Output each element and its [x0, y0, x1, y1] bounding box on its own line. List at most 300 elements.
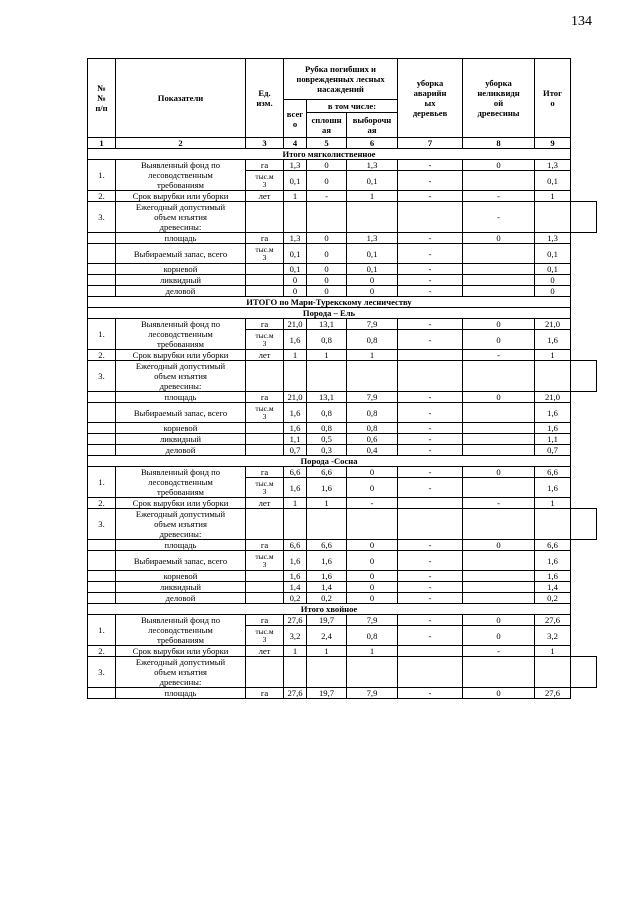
- forest-felling-table: [87, 58, 597, 699]
- row-area: [88, 233, 597, 244]
- value-cell: 0,8: [347, 330, 398, 350]
- row-number: 3.: [88, 361, 116, 392]
- value-cell: 1,6: [284, 403, 307, 423]
- row-period: [88, 498, 597, 509]
- row-annual: [88, 657, 597, 688]
- row-number: 1.: [88, 615, 116, 646]
- value-cell: 0: [347, 478, 398, 498]
- value-cell: 0: [307, 171, 347, 191]
- value-cell: -: [398, 688, 463, 699]
- value-cell: 7,9: [347, 688, 398, 699]
- unit-cell: [246, 445, 284, 456]
- value-cell: 0,1: [284, 171, 307, 191]
- value-cell: -: [398, 286, 463, 297]
- section-title-row: [88, 149, 597, 160]
- value-cell: -: [398, 330, 463, 350]
- value-cell: 1,3: [284, 160, 307, 171]
- value-cell: 0,1: [284, 264, 307, 275]
- unit-cell: [246, 571, 284, 582]
- row-number: [88, 571, 116, 582]
- row-area: [88, 688, 597, 699]
- value-cell: [463, 571, 535, 582]
- section-title: Порода – Ель: [88, 308, 571, 319]
- row-business: [88, 286, 597, 297]
- value-cell: 19,7: [307, 688, 347, 699]
- value-cell: [284, 509, 307, 540]
- column-index: 8: [463, 138, 535, 149]
- value-cell: 1: [535, 498, 571, 509]
- value-cell: [307, 202, 347, 233]
- value-cell: 1: [347, 646, 398, 657]
- row-number: [88, 551, 116, 571]
- value-cell: [398, 361, 463, 392]
- header-emergency: уборка аварийн ых деревьев: [398, 59, 463, 138]
- value-cell: 13,1: [307, 319, 347, 330]
- value-cell: -: [307, 191, 347, 202]
- header-felling: Рубка погибших и поврежденных лесных насаждений: [284, 59, 398, 100]
- row-number: 1.: [88, 319, 116, 350]
- label-period: Срок вырубки или уборки: [116, 191, 246, 202]
- unit-cell: га: [246, 233, 284, 244]
- label-business: деловой: [116, 286, 246, 297]
- row-number: [88, 434, 116, 445]
- row-found-ha: [88, 467, 597, 478]
- row-liquid: [88, 275, 597, 286]
- value-cell: [307, 361, 347, 392]
- value-cell: [347, 657, 398, 688]
- value-cell: [535, 509, 571, 540]
- value-cell: 0: [463, 233, 535, 244]
- row-number: 3.: [88, 202, 116, 233]
- value-cell: 0: [307, 244, 347, 264]
- value-cell: 21,0: [284, 319, 307, 330]
- value-cell: 0,1: [284, 244, 307, 264]
- value-cell: 0: [307, 264, 347, 275]
- value-cell: [463, 657, 535, 688]
- value-cell: [398, 498, 463, 509]
- label-liquid: ликвидный: [116, 275, 246, 286]
- row-number: [88, 392, 116, 403]
- unit-cell: лет: [246, 646, 284, 657]
- value-cell: -: [463, 191, 535, 202]
- value-cell: 0: [535, 275, 571, 286]
- row-area: [88, 540, 597, 551]
- unit-cell: [246, 264, 284, 275]
- value-cell: 1,6: [284, 571, 307, 582]
- label-annual: Ежегодный допустимый объем изъятия древесины:: [116, 361, 246, 392]
- value-cell: 1,6: [535, 330, 571, 350]
- unit-cell: тыс.м 3: [246, 171, 284, 191]
- label-found: Выявленный фонд по лесоводственным требованиям: [116, 615, 246, 646]
- value-cell: 0,8: [347, 403, 398, 423]
- value-cell: [347, 202, 398, 233]
- value-cell: -: [398, 551, 463, 571]
- value-cell: 13,1: [307, 392, 347, 403]
- value-cell: 0,2: [307, 593, 347, 604]
- value-cell: 0,4: [347, 445, 398, 456]
- row-number: [88, 403, 116, 423]
- value-cell: 0: [347, 467, 398, 478]
- value-cell: [463, 509, 535, 540]
- value-cell: [463, 478, 535, 498]
- row-annual: [88, 361, 597, 392]
- header-indicators: Показатели: [116, 59, 246, 138]
- value-cell: 1: [284, 646, 307, 657]
- value-cell: [398, 509, 463, 540]
- value-cell: 1,3: [347, 160, 398, 171]
- value-cell: [535, 657, 571, 688]
- value-cell: -: [398, 319, 463, 330]
- value-cell: 0: [463, 392, 535, 403]
- column-index: 7: [398, 138, 463, 149]
- value-cell: [398, 350, 463, 361]
- value-cell: 0: [463, 319, 535, 330]
- label-annual: Ежегодный допустимый объем изъятия древесины:: [116, 202, 246, 233]
- value-cell: 1: [284, 498, 307, 509]
- column-index: 5: [307, 138, 347, 149]
- label-root: корневой: [116, 423, 246, 434]
- value-cell: 0,8: [347, 626, 398, 646]
- row-period: [88, 191, 597, 202]
- row-number: [88, 445, 116, 456]
- value-cell: 1,6: [307, 478, 347, 498]
- label-area: площадь: [116, 540, 246, 551]
- row-liquid: [88, 434, 597, 445]
- label-period: Срок вырубки или уборки: [116, 646, 246, 657]
- row-period: [88, 350, 597, 361]
- label-liquid: ликвидный: [116, 434, 246, 445]
- value-cell: 1,6: [535, 478, 571, 498]
- value-cell: 0: [307, 160, 347, 171]
- value-cell: [463, 275, 535, 286]
- label-stock: Выбираемый запас, всего: [116, 551, 246, 571]
- row-number: [88, 286, 116, 297]
- header-illiquid: уборка неликвидн ой древесины: [463, 59, 535, 138]
- value-cell: 0,8: [307, 403, 347, 423]
- row-number: 3.: [88, 509, 116, 540]
- value-cell: -: [398, 540, 463, 551]
- section-title-row: [88, 456, 597, 467]
- value-cell: [284, 657, 307, 688]
- value-cell: 0: [307, 275, 347, 286]
- label-found: Выявленный фонд по лесоводственным требованиям: [116, 319, 246, 350]
- unit-cell: га: [246, 392, 284, 403]
- unit-cell: тыс.м 3: [246, 626, 284, 646]
- unit-cell: га: [246, 160, 284, 171]
- section-title: Итого мягколиственное: [88, 149, 571, 160]
- value-cell: 0,7: [535, 445, 571, 456]
- value-cell: [463, 551, 535, 571]
- value-cell: -: [463, 498, 535, 509]
- value-cell: -: [398, 160, 463, 171]
- value-cell: 1,3: [284, 233, 307, 244]
- value-cell: 0,2: [535, 593, 571, 604]
- value-cell: 0: [463, 626, 535, 646]
- value-cell: -: [398, 392, 463, 403]
- value-cell: [463, 423, 535, 434]
- section-title-row: [88, 604, 597, 615]
- value-cell: 0,2: [284, 593, 307, 604]
- value-cell: 1,6: [284, 330, 307, 350]
- value-cell: 1,4: [284, 582, 307, 593]
- value-cell: -: [463, 646, 535, 657]
- row-number: [88, 275, 116, 286]
- value-cell: 0,1: [347, 171, 398, 191]
- value-cell: [463, 264, 535, 275]
- value-cell: -: [398, 478, 463, 498]
- row-number: 2.: [88, 191, 116, 202]
- value-cell: 0: [463, 467, 535, 478]
- row-number: [88, 593, 116, 604]
- row-period: [88, 646, 597, 657]
- value-cell: 1,3: [535, 233, 571, 244]
- label-liquid: ликвидный: [116, 582, 246, 593]
- value-cell: 1,6: [535, 403, 571, 423]
- label-root: корневой: [116, 571, 246, 582]
- value-cell: -: [398, 403, 463, 423]
- section-title-row: [88, 308, 597, 319]
- unit-cell: [246, 582, 284, 593]
- label-area: площадь: [116, 233, 246, 244]
- value-cell: 0: [463, 160, 535, 171]
- value-cell: [571, 361, 597, 392]
- value-cell: [307, 657, 347, 688]
- value-cell: 1: [535, 646, 571, 657]
- value-cell: 1,6: [284, 478, 307, 498]
- unit-cell: га: [246, 467, 284, 478]
- column-index: 9: [535, 138, 571, 149]
- value-cell: 21,0: [284, 392, 307, 403]
- label-found: Выявленный фонд по лесоводственным требованиям: [116, 467, 246, 498]
- value-cell: 6,6: [307, 467, 347, 478]
- value-cell: -: [398, 171, 463, 191]
- value-cell: 0,6: [347, 434, 398, 445]
- value-cell: -: [398, 275, 463, 286]
- value-cell: 1: [284, 191, 307, 202]
- row-area: [88, 392, 597, 403]
- value-cell: [463, 593, 535, 604]
- value-cell: 27,6: [284, 615, 307, 626]
- row-annual: [88, 509, 597, 540]
- value-cell: 1,6: [284, 423, 307, 434]
- unit-cell: тыс.м 3: [246, 551, 284, 571]
- value-cell: 6,6: [307, 540, 347, 551]
- value-cell: [463, 445, 535, 456]
- column-index: 6: [347, 138, 398, 149]
- row-number: [88, 582, 116, 593]
- value-cell: [463, 434, 535, 445]
- unit-cell: га: [246, 688, 284, 699]
- value-cell: 1: [307, 646, 347, 657]
- value-cell: 0: [347, 286, 398, 297]
- column-index: 4: [284, 138, 307, 149]
- value-cell: 0,1: [347, 264, 398, 275]
- value-cell: 1,6: [535, 423, 571, 434]
- label-area: площадь: [116, 688, 246, 699]
- row-found-ha: [88, 615, 597, 626]
- value-cell: 7,9: [347, 392, 398, 403]
- value-cell: -: [398, 191, 463, 202]
- value-cell: 6,6: [535, 467, 571, 478]
- value-cell: 7,9: [347, 319, 398, 330]
- value-cell: -: [398, 593, 463, 604]
- section-title: Порода -Сосна: [88, 456, 571, 467]
- unit-cell: лет: [246, 498, 284, 509]
- value-cell: 27,6: [535, 688, 571, 699]
- value-cell: 6,6: [284, 540, 307, 551]
- value-cell: 0,5: [307, 434, 347, 445]
- unit-cell: га: [246, 540, 284, 551]
- value-cell: [463, 582, 535, 593]
- value-cell: 0,8: [347, 423, 398, 434]
- label-stock: Выбираемый запас, всего: [116, 403, 246, 423]
- value-cell: 0: [347, 275, 398, 286]
- value-cell: -: [463, 202, 535, 233]
- unit-cell: лет: [246, 350, 284, 361]
- label-found: Выявленный фонд по лесоводственным требованиям: [116, 160, 246, 191]
- value-cell: 19,7: [307, 615, 347, 626]
- label-period: Срок вырубки или уборки: [116, 350, 246, 361]
- column-index: 1: [88, 138, 116, 149]
- row-annual: [88, 202, 597, 233]
- value-cell: 0: [535, 286, 571, 297]
- header-solid: сплошн ая: [307, 113, 347, 138]
- value-cell: 0: [307, 233, 347, 244]
- row-stock: [88, 244, 597, 264]
- unit-cell: [246, 275, 284, 286]
- value-cell: [398, 657, 463, 688]
- header-total: всег о: [284, 100, 307, 138]
- value-cell: 0,1: [347, 244, 398, 264]
- header-grand-total: Итог о: [535, 59, 571, 138]
- value-cell: [246, 657, 284, 688]
- header-selective: выборочн ая: [347, 113, 398, 138]
- row-number: [88, 540, 116, 551]
- page-number: 134: [571, 14, 592, 29]
- value-cell: 1,4: [535, 582, 571, 593]
- value-cell: [463, 171, 535, 191]
- row-number: [88, 264, 116, 275]
- unit-cell: тыс.м 3: [246, 478, 284, 498]
- value-cell: 3,2: [535, 626, 571, 646]
- value-cell: 1: [347, 191, 398, 202]
- label-area: площадь: [116, 392, 246, 403]
- value-cell: -: [398, 626, 463, 646]
- row-stock: [88, 403, 597, 423]
- value-cell: 27,6: [535, 615, 571, 626]
- label-annual: Ежегодный допустимый объем изъятия древесины:: [116, 509, 246, 540]
- section-title: ИТОГО по Мари-Турекскому лесничеству: [88, 297, 571, 308]
- value-cell: [307, 509, 347, 540]
- value-cell: 0: [347, 582, 398, 593]
- unit-cell: га: [246, 319, 284, 330]
- value-cell: -: [463, 350, 535, 361]
- section-title: Итого хвойное: [88, 604, 571, 615]
- value-cell: [571, 657, 597, 688]
- value-cell: 0: [347, 551, 398, 571]
- value-cell: -: [398, 582, 463, 593]
- row-root: [88, 423, 597, 434]
- row-number: 2.: [88, 646, 116, 657]
- value-cell: -: [398, 233, 463, 244]
- value-cell: 1,6: [284, 551, 307, 571]
- value-cell: 1,3: [535, 160, 571, 171]
- value-cell: [347, 361, 398, 392]
- value-cell: 1,6: [535, 551, 571, 571]
- label-business: деловой: [116, 593, 246, 604]
- unit-cell: [246, 423, 284, 434]
- section-title-row: [88, 297, 597, 308]
- row-number: [88, 233, 116, 244]
- value-cell: 1,3: [347, 233, 398, 244]
- value-cell: [246, 509, 284, 540]
- value-cell: 27,6: [284, 688, 307, 699]
- row-number: 2.: [88, 498, 116, 509]
- header-including: в том числе:: [307, 100, 398, 113]
- value-cell: 0,1: [535, 264, 571, 275]
- value-cell: -: [398, 244, 463, 264]
- unit-cell: тыс.м 3: [246, 403, 284, 423]
- row-number: 1.: [88, 467, 116, 498]
- value-cell: [535, 361, 571, 392]
- value-cell: -: [398, 615, 463, 626]
- value-cell: [463, 244, 535, 264]
- row-found-ha: [88, 160, 597, 171]
- row-number: [88, 423, 116, 434]
- unit-cell: тыс.м 3: [246, 330, 284, 350]
- value-cell: -: [398, 264, 463, 275]
- row-stock: [88, 551, 597, 571]
- header-num: № № п/п: [88, 59, 116, 138]
- value-cell: 0: [463, 688, 535, 699]
- row-number: 1.: [88, 160, 116, 191]
- unit-cell: лет: [246, 191, 284, 202]
- value-cell: 3,2: [284, 626, 307, 646]
- value-cell: 1: [284, 350, 307, 361]
- value-cell: 0: [463, 615, 535, 626]
- value-cell: -: [398, 467, 463, 478]
- value-cell: 0,3: [307, 445, 347, 456]
- value-cell: 0: [307, 286, 347, 297]
- value-cell: [535, 202, 571, 233]
- row-number: 3.: [88, 657, 116, 688]
- value-cell: -: [398, 445, 463, 456]
- value-cell: 2,4: [307, 626, 347, 646]
- value-cell: 1: [535, 191, 571, 202]
- value-cell: 0: [347, 593, 398, 604]
- label-period: Срок вырубки или уборки: [116, 498, 246, 509]
- unit-cell: [246, 434, 284, 445]
- row-root: [88, 571, 597, 582]
- row-liquid: [88, 582, 597, 593]
- value-cell: 1: [347, 350, 398, 361]
- label-root: корневой: [116, 264, 246, 275]
- value-cell: 0,7: [284, 445, 307, 456]
- unit-cell: га: [246, 615, 284, 626]
- value-cell: [246, 202, 284, 233]
- value-cell: [571, 202, 597, 233]
- value-cell: 21,0: [535, 392, 571, 403]
- value-cell: -: [398, 434, 463, 445]
- value-cell: [398, 646, 463, 657]
- value-cell: -: [398, 571, 463, 582]
- value-cell: 0,8: [307, 330, 347, 350]
- value-cell: 7,9: [347, 615, 398, 626]
- value-cell: [571, 509, 597, 540]
- row-number: 2.: [88, 350, 116, 361]
- value-cell: [246, 361, 284, 392]
- value-cell: [463, 361, 535, 392]
